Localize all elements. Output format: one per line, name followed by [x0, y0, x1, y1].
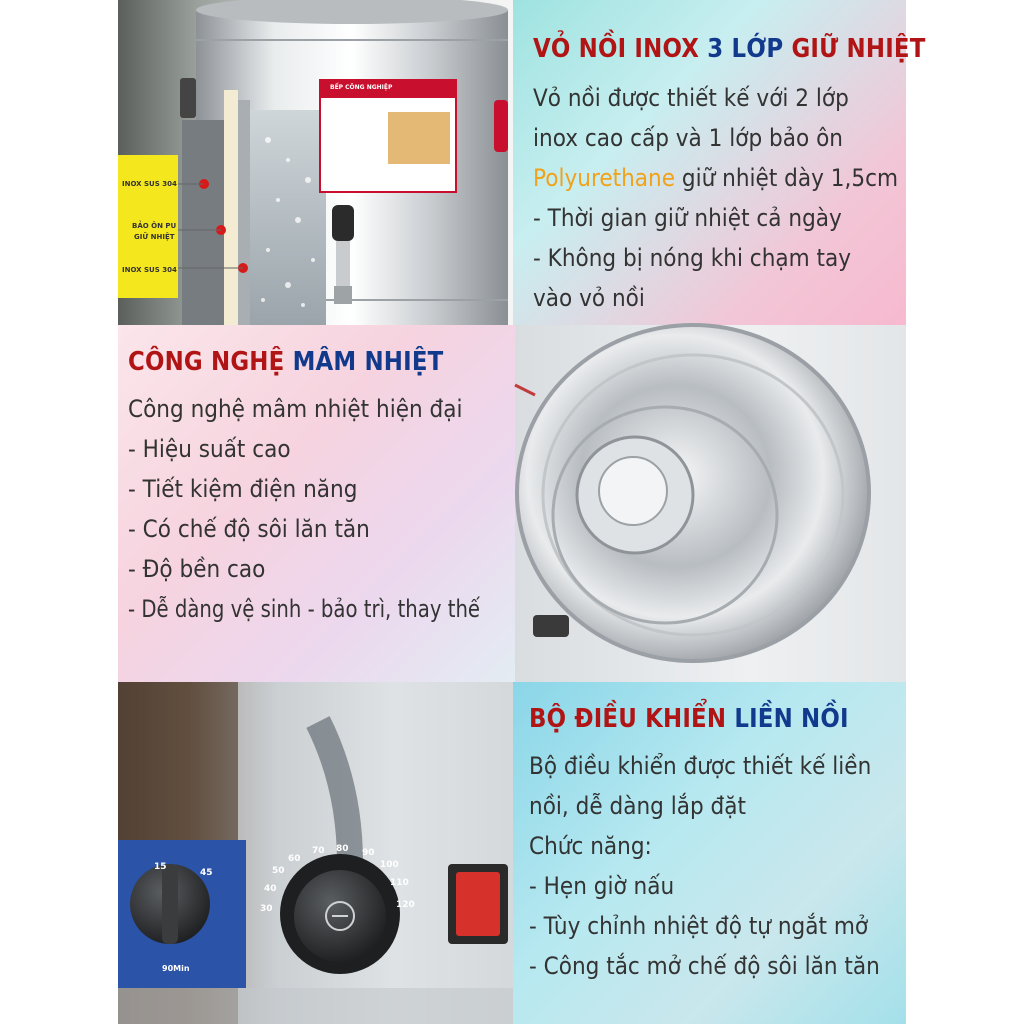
- heading-part-2: LIỀN NỒI: [734, 704, 849, 734]
- outer-wall: [182, 120, 224, 325]
- temp-label-90: 90: [362, 848, 375, 858]
- heading-part-2: MÂM NHIỆT: [292, 347, 444, 377]
- pot-cutaway-illustration: [118, 0, 513, 325]
- temp-label-50: 50: [272, 866, 285, 876]
- temp-label-70: 70: [312, 846, 325, 856]
- tap: [332, 205, 354, 241]
- label-pu-line1: BẢO ÔN PU: [132, 222, 177, 230]
- label-pu-line2: GIỮ NHIỆT: [134, 233, 175, 241]
- timer-label-15: 15: [154, 862, 167, 872]
- heading-part-1: BỘ ĐIỀU KHIỂN: [529, 704, 735, 734]
- feature-line: - Độ bền cao: [128, 555, 266, 583]
- feature-line: inox cao cấp và 1 lớp bảo ôn: [533, 124, 843, 152]
- feature-line: vào vỏ nồi: [533, 284, 645, 312]
- feature-line: Công nghệ mâm nhiệt hiện đại: [128, 395, 463, 423]
- left-handle: [180, 78, 196, 118]
- insulation-heading: [533, 34, 926, 64]
- control-panel-photo: [118, 682, 513, 1024]
- pot-interior-photo: [515, 325, 906, 682]
- feature-line: [533, 158, 899, 198]
- pot-cutaway-photo: [118, 0, 513, 325]
- feature-line: Vỏ nồi được thiết kế với 2 lớp: [533, 84, 849, 112]
- water: [250, 110, 326, 325]
- feature-line: Bộ điều khiển được thiết kế liền: [529, 752, 872, 780]
- label-inox-inner: INOX SUS 304: [122, 266, 177, 274]
- heading-part-1: VỎ NỒI INOX: [533, 34, 708, 64]
- feature-line: - Có chế độ sôi lăn tăn: [128, 515, 370, 543]
- temp-label-110: 110: [390, 878, 409, 888]
- temp-label-30: 30: [260, 904, 273, 914]
- feature-line: Chức năng:: [529, 832, 652, 860]
- insulation-layer: [224, 90, 238, 325]
- heating-plate-heading: [128, 347, 469, 377]
- feature-line: - Thời gian giữ nhiệt cả ngày: [533, 204, 842, 232]
- sticker-title: BẾP CÔNG NGHIỆP: [330, 84, 393, 91]
- timer-label-45: 45: [200, 868, 213, 878]
- timer-label-max: 90Min: [162, 964, 190, 973]
- heating-plate-feature-panel: [118, 325, 515, 682]
- feature-line: - Dễ dàng vệ sinh - bảo trì, thay thế: [128, 595, 481, 623]
- feature-line: - Công tắc mở chế độ sôi lăn tăn: [529, 952, 880, 980]
- polyurethane-highlight: Polyurethane: [533, 164, 676, 192]
- insulation-feature-panel: [513, 0, 926, 325]
- temp-label-40: 40: [264, 884, 277, 894]
- temp-label-80: 80: [336, 844, 349, 854]
- heading-part-1: CÔNG NGHỆ: [128, 347, 293, 377]
- label-inox-outer: INOX SUS 304: [122, 180, 177, 188]
- feature-line: - Không bị nóng khi chạm tay: [533, 244, 852, 272]
- boil-switch[interactable]: [456, 872, 500, 936]
- heading-part-2: 3 LỚP: [707, 34, 792, 64]
- temp-label-60: 60: [288, 854, 301, 864]
- heading-part-3: GIỮ NHIỆT: [791, 34, 926, 64]
- feature-line: - Tiết kiệm điện năng: [128, 475, 358, 503]
- feature-line-rest: giữ nhiệt dày 1,5cm: [675, 164, 899, 192]
- feature-line: - Hẹn giờ nấu: [529, 872, 675, 900]
- right-handle: [494, 100, 508, 152]
- feature-line: - Tùy chỉnh nhiệt độ tự ngắt mở: [529, 912, 869, 940]
- feature-line: nồi, dễ dàng lắp đặt: [529, 792, 746, 820]
- temp-label-100: 100: [380, 860, 399, 870]
- controller-heading: [529, 704, 861, 734]
- pot-interior-illustration: [515, 325, 906, 682]
- inner-wall: [238, 100, 250, 325]
- temp-label-120: 120: [396, 900, 415, 910]
- controller-feature-panel: [513, 682, 906, 1024]
- feature-line: - Hiệu suất cao: [128, 435, 291, 463]
